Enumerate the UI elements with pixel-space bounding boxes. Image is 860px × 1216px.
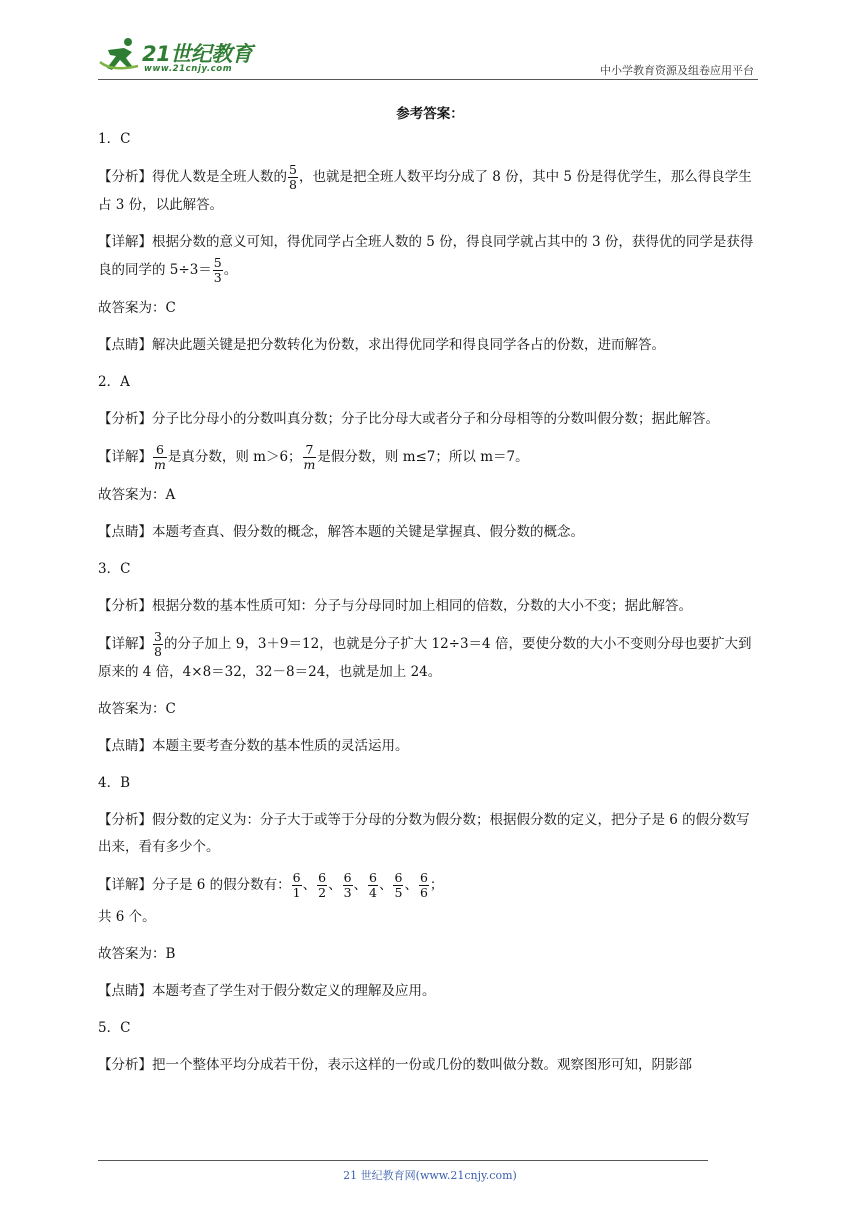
numerator: 5 (289, 162, 297, 177)
numerator: 5 (213, 255, 222, 270)
numerator: 6 (343, 870, 352, 885)
detail-text: 分子是 6 的假分数有： (152, 877, 291, 893)
detail-text: 是真分数，则 m＞6； (167, 449, 302, 465)
final-answer: 故答案为：C (98, 300, 176, 316)
final-answer: 故答案为：B (98, 946, 176, 962)
comment-text: 本题主要考查分数的基本性质的灵活运用。 (152, 738, 409, 754)
answer-number: 4．B (98, 775, 131, 791)
answer-number: 3．C (98, 561, 131, 577)
comment-paragraph (98, 733, 762, 760)
separator: 、 (404, 877, 418, 893)
analysis-text: ，也就是把全班人数平均分成了 8 份，其中 5 份是得优学生，那么得良学生占 3 份，以此解答。 (98, 169, 752, 213)
fraction (368, 871, 378, 900)
answer-content (98, 126, 762, 1089)
fraction (153, 443, 167, 472)
numerator: 3 (154, 629, 162, 644)
analysis-paragraph (98, 406, 762, 433)
comment-paragraph (98, 519, 762, 546)
detail-paragraph (98, 630, 762, 686)
denominator: 3 (213, 270, 222, 285)
detail-text: 。 (223, 262, 238, 278)
analysis-tag: 【分析】 (98, 1057, 152, 1073)
fraction (288, 163, 298, 192)
detail-tag: 【详解】 (98, 636, 152, 652)
fraction (343, 871, 353, 900)
analysis-text: 得优人数是全班人数的 (152, 169, 287, 185)
analysis-paragraph (98, 807, 762, 861)
comment-text: 本题考查真、假分数的概念，解答本题的关键是掌握真、假分数的概念。 (152, 524, 584, 540)
analysis-text: 把一个整体平均分成若干份，表示这样的一份或几份的数叫做分数。观察图形可知，阴影部 (152, 1057, 692, 1073)
denominator: 8 (289, 177, 297, 192)
detail-tag: 【详解】 (98, 234, 152, 250)
answer-number: 5．C (98, 1020, 131, 1036)
comment-text: 解决此题关键是把分数转化为份数，求出得优同学和得良同学各占的份数，进而解答。 (152, 337, 665, 353)
denominator: m (154, 457, 166, 472)
numerator: 7 (303, 443, 317, 458)
detail-paragraph (98, 443, 762, 472)
fraction (292, 871, 302, 900)
separator: ； (429, 877, 444, 893)
comment-text: 本题考查了学生对于假分数定义的理解及应用。 (152, 983, 436, 999)
denominator: 5 (394, 885, 403, 900)
analysis-paragraph (98, 163, 762, 219)
comment-tag: 【点睛】 (98, 983, 152, 999)
comment-paragraph (98, 332, 762, 359)
analysis-paragraph (98, 1052, 762, 1079)
analysis-text: 根据分数的基本性质可知：分子与分母同时加上相同的倍数，分数的大小不变；据此解答。 (152, 598, 692, 614)
fraction (213, 256, 223, 285)
numerator: 6 (419, 870, 428, 885)
fraction (153, 630, 163, 659)
final-answer: 故答案为：A (98, 487, 176, 503)
comment-tag: 【点睛】 (98, 738, 152, 754)
answer-number: 1．C (98, 131, 131, 147)
denominator: 3 (343, 885, 352, 900)
denominator: 8 (154, 644, 162, 659)
fraction (317, 871, 327, 900)
detail-paragraph (98, 229, 762, 285)
analysis-text: 分子比分母小的分数叫真分数；分子比分母大或者分子和分母相等的分数叫假分数；据此解答。 (152, 411, 719, 427)
denominator: m (303, 457, 316, 472)
separator: 、 (378, 877, 393, 893)
fraction (419, 871, 429, 900)
header-divider (98, 79, 758, 80)
header-platform-text: 中小学教育资源及组卷应用平台 (600, 64, 754, 77)
denominator: 2 (318, 885, 327, 900)
final-answer: 故答案为：C (98, 701, 176, 717)
site-logo (98, 36, 298, 78)
fraction (393, 871, 403, 900)
denominator: 1 (292, 885, 301, 900)
detail-text: 是假分数，则 m≤7；所以 m＝7。 (317, 449, 529, 465)
answer-number: 2．A (98, 374, 130, 390)
detail-tag: 【详解】 (98, 449, 152, 465)
numerator: 6 (292, 870, 301, 885)
separator: 、 (302, 877, 317, 893)
page-footer: 21 世纪教育网(www.21cnjy.com) (343, 1169, 517, 1182)
numerator: 6 (369, 870, 377, 885)
logo-url: www.21cnjy.com (144, 64, 233, 74)
comment-tag: 【点睛】 (98, 524, 152, 540)
analysis-tag: 【分析】 (98, 812, 152, 828)
analysis-tag: 【分析】 (98, 411, 152, 427)
numerator: 6 (394, 870, 403, 885)
analysis-text: 假分数的定义为：分子大于或等于分母的分数为假分数；根据假分数的定义，把分子是 6 的假分数写出来，看有多少个。 (98, 812, 750, 855)
detail-tag: 【详解】 (98, 877, 152, 893)
footer-divider (98, 1160, 708, 1161)
analysis-tag: 【分析】 (98, 169, 152, 185)
detail-text: 的分子加上 9，3＋9＝12，也就是分子扩大 12÷3＝4 倍，要使分数的大小不变则分母也要扩大到原来的 4 倍，4×8＝32，32－8＝24，也就是加上 24。 (98, 636, 752, 680)
detail-text: 根据分数的意义可知，得优同学占全班人数的 5 份，得良同学就占其中的 3 份，获得优的同学是获得良的同学的 5÷3＝ (98, 234, 754, 278)
comment-paragraph (98, 978, 762, 1005)
page-title: 参考答案： (396, 106, 464, 122)
denominator: 4 (369, 885, 377, 900)
analysis-paragraph (98, 593, 762, 620)
runner-logo-icon (98, 36, 144, 76)
numerator: 6 (153, 443, 167, 458)
analysis-tag: 【分析】 (98, 598, 152, 614)
numerator: 6 (318, 870, 327, 885)
detail-paragraph (98, 871, 762, 900)
logo-wordmark: 21世纪教育 (142, 42, 253, 66)
fraction (303, 443, 317, 472)
denominator: 6 (419, 885, 428, 900)
comment-tag: 【点睛】 (98, 337, 152, 353)
separator: 、 (328, 877, 342, 893)
page-header (98, 36, 758, 80)
separator: 、 (353, 877, 368, 893)
count-text: 共 6 个。 (98, 909, 156, 925)
